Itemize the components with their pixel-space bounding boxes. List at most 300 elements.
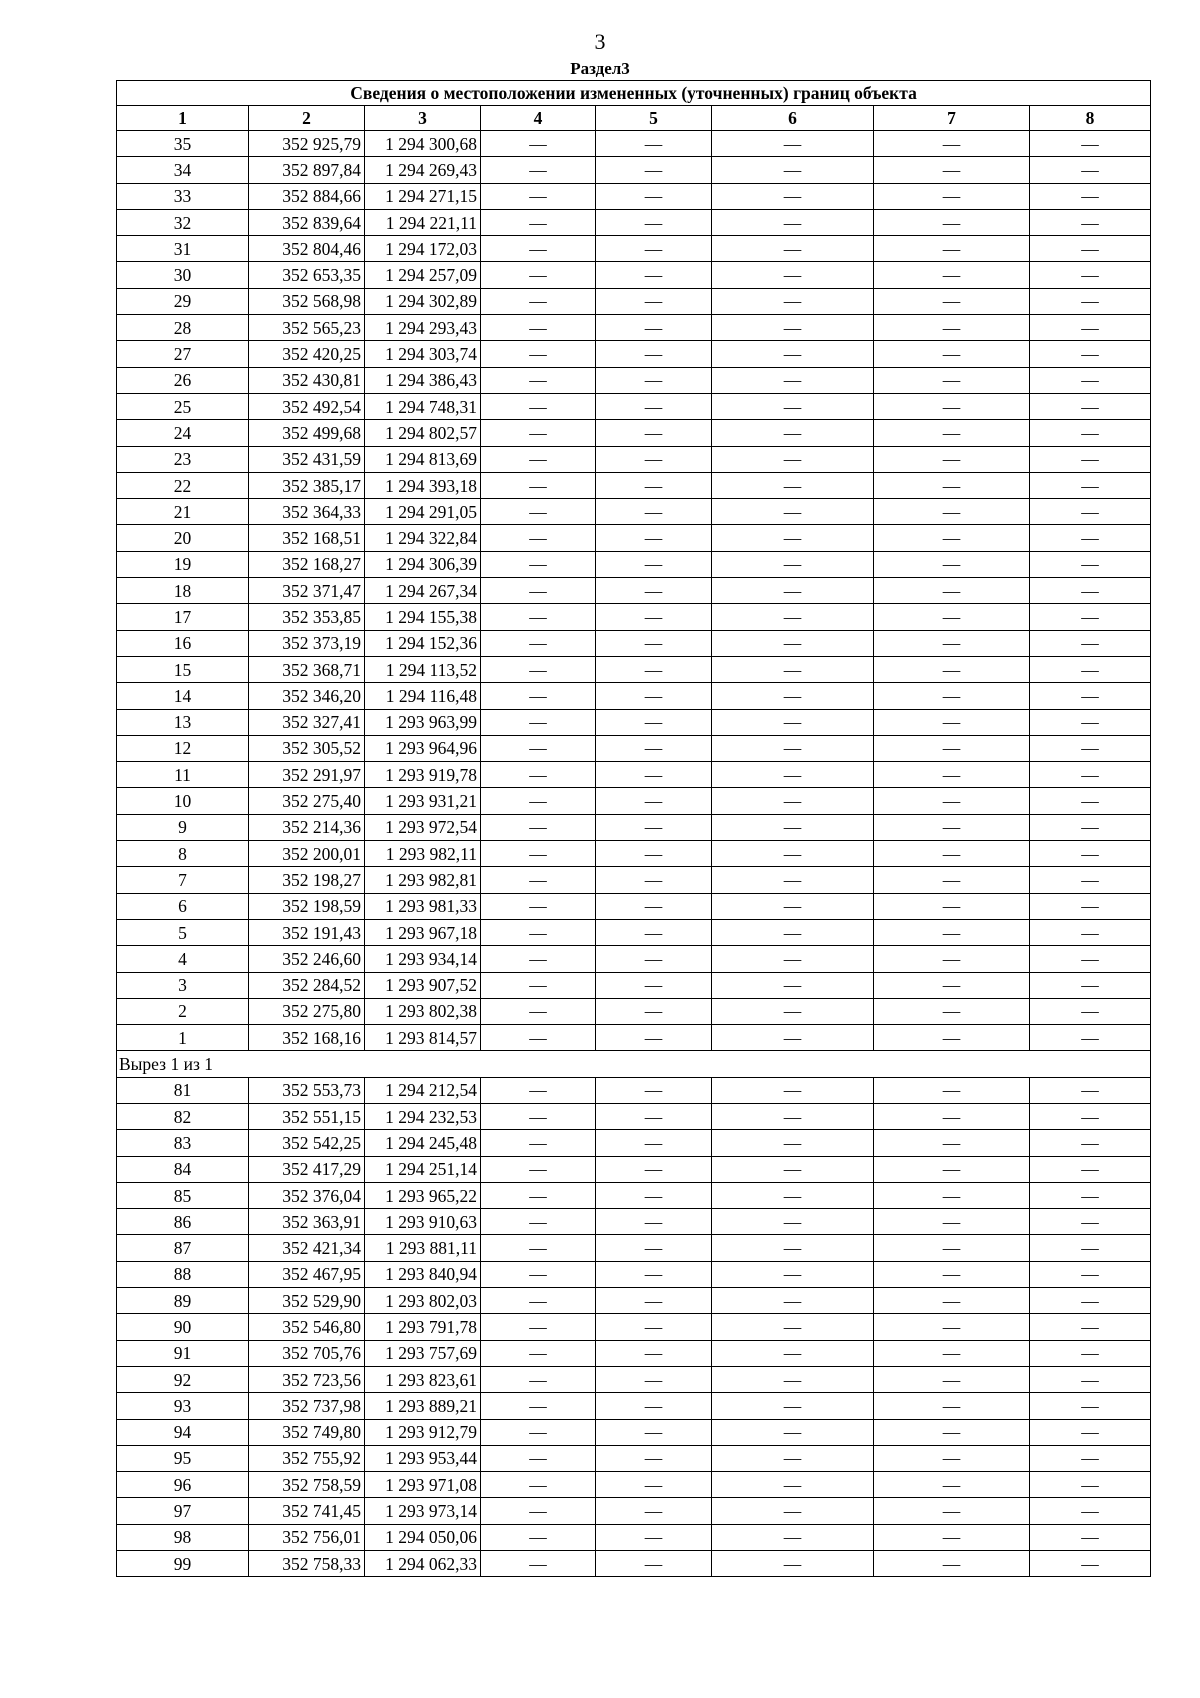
empty-value-dash: — <box>874 446 1030 472</box>
x-coordinate-cell: 352 758,59 <box>249 1472 365 1498</box>
x-coordinate-cell: 352 529,90 <box>249 1288 365 1314</box>
empty-value-dash: — <box>596 1366 712 1392</box>
empty-value-dash: — <box>1030 735 1151 761</box>
boundary-coordinates-table <box>116 80 1151 1577</box>
empty-value-dash: — <box>596 1472 712 1498</box>
table-row <box>117 209 1151 235</box>
y-coordinate-cell: 1 293 982,11 <box>365 841 481 867</box>
empty-value-dash: — <box>712 867 874 893</box>
empty-value-dash: — <box>596 236 712 262</box>
column-header: 8 <box>1030 106 1151 131</box>
table-row <box>117 1551 1151 1577</box>
table-row <box>117 446 1151 472</box>
point-number-cell: 95 <box>117 1445 249 1471</box>
empty-value-dash: — <box>712 1025 874 1051</box>
x-coordinate-cell: 352 275,80 <box>249 998 365 1024</box>
point-number-cell: 1 <box>117 1025 249 1051</box>
y-coordinate-cell: 1 294 050,06 <box>365 1524 481 1550</box>
empty-value-dash: — <box>481 998 596 1024</box>
x-coordinate-cell: 352 421,34 <box>249 1235 365 1261</box>
table-row <box>117 946 1151 972</box>
empty-value-dash: — <box>874 814 1030 840</box>
x-coordinate-cell: 352 168,27 <box>249 551 365 577</box>
x-coordinate-cell: 352 653,35 <box>249 262 365 288</box>
empty-value-dash: — <box>1030 131 1151 157</box>
section-title: Раздел3 <box>570 59 630 78</box>
table-row <box>117 1314 1151 1340</box>
point-number-cell: 17 <box>117 604 249 630</box>
point-number-cell: 20 <box>117 525 249 551</box>
empty-value-dash: — <box>1030 472 1151 498</box>
y-coordinate-cell: 1 294 386,43 <box>365 367 481 393</box>
empty-value-dash: — <box>1030 578 1151 604</box>
empty-value-dash: — <box>596 841 712 867</box>
point-number-cell: 83 <box>117 1130 249 1156</box>
point-number-cell: 91 <box>117 1340 249 1366</box>
y-coordinate-cell: 1 293 840,94 <box>365 1261 481 1287</box>
point-number-cell: 23 <box>117 446 249 472</box>
x-coordinate-cell: 352 705,76 <box>249 1340 365 1366</box>
point-number-cell: 18 <box>117 578 249 604</box>
empty-value-dash: — <box>481 1445 596 1471</box>
table-row <box>117 236 1151 262</box>
empty-value-dash: — <box>481 551 596 577</box>
point-number-cell: 2 <box>117 998 249 1024</box>
point-number-cell: 85 <box>117 1182 249 1208</box>
empty-value-dash: — <box>1030 499 1151 525</box>
empty-value-dash: — <box>1030 315 1151 341</box>
empty-value-dash: — <box>481 393 596 419</box>
x-coordinate-cell: 352 568,98 <box>249 288 365 314</box>
point-number-cell: 11 <box>117 762 249 788</box>
x-coordinate-cell: 352 553,73 <box>249 1077 365 1103</box>
empty-value-dash: — <box>874 788 1030 814</box>
point-number-cell: 12 <box>117 735 249 761</box>
empty-value-dash: — <box>596 1025 712 1051</box>
empty-value-dash: — <box>481 1340 596 1366</box>
empty-value-dash: — <box>596 683 712 709</box>
y-coordinate-cell: 1 294 813,69 <box>365 446 481 472</box>
table-row <box>117 814 1151 840</box>
x-coordinate-cell: 352 368,71 <box>249 656 365 682</box>
empty-value-dash: — <box>481 472 596 498</box>
empty-value-dash: — <box>1030 972 1151 998</box>
empty-value-dash: — <box>712 1288 874 1314</box>
x-coordinate-cell: 352 737,98 <box>249 1393 365 1419</box>
empty-value-dash: — <box>1030 1130 1151 1156</box>
point-number-cell: 24 <box>117 420 249 446</box>
empty-value-dash: — <box>874 1314 1030 1340</box>
point-number-cell: 33 <box>117 183 249 209</box>
empty-value-dash: — <box>1030 236 1151 262</box>
x-coordinate-cell: 352 363,91 <box>249 1209 365 1235</box>
empty-value-dash: — <box>481 183 596 209</box>
point-number-cell: 99 <box>117 1551 249 1577</box>
empty-value-dash: — <box>481 446 596 472</box>
point-number-cell: 7 <box>117 867 249 893</box>
empty-value-dash: — <box>481 1393 596 1419</box>
empty-value-dash: — <box>1030 1524 1151 1550</box>
y-coordinate-cell: 1 293 982,81 <box>365 867 481 893</box>
empty-value-dash: — <box>596 656 712 682</box>
empty-value-dash: — <box>1030 630 1151 656</box>
empty-value-dash: — <box>596 1103 712 1129</box>
empty-value-dash: — <box>596 709 712 735</box>
empty-value-dash: — <box>712 788 874 814</box>
y-coordinate-cell: 1 293 814,57 <box>365 1025 481 1051</box>
point-number-cell: 90 <box>117 1314 249 1340</box>
empty-value-dash: — <box>874 1130 1030 1156</box>
empty-value-dash: — <box>712 683 874 709</box>
empty-value-dash: — <box>1030 551 1151 577</box>
table-row <box>117 762 1151 788</box>
point-number-cell: 34 <box>117 157 249 183</box>
empty-value-dash: — <box>874 1235 1030 1261</box>
x-coordinate-cell: 352 191,43 <box>249 919 365 945</box>
empty-value-dash: — <box>874 131 1030 157</box>
empty-value-dash: — <box>712 1261 874 1287</box>
empty-value-dash: — <box>1030 814 1151 840</box>
x-coordinate-cell: 352 723,56 <box>249 1366 365 1392</box>
y-coordinate-cell: 1 293 757,69 <box>365 1340 481 1366</box>
empty-value-dash: — <box>481 209 596 235</box>
empty-value-dash: — <box>481 709 596 735</box>
empty-value-dash: — <box>596 209 712 235</box>
empty-value-dash: — <box>712 1524 874 1550</box>
x-coordinate-cell: 352 327,41 <box>249 709 365 735</box>
table-row <box>117 1340 1151 1366</box>
y-coordinate-cell: 1 293 912,79 <box>365 1419 481 1445</box>
empty-value-dash: — <box>596 814 712 840</box>
empty-value-dash: — <box>1030 867 1151 893</box>
empty-value-dash: — <box>712 367 874 393</box>
empty-value-dash: — <box>874 1524 1030 1550</box>
x-coordinate-cell: 352 499,68 <box>249 420 365 446</box>
point-number-cell: 84 <box>117 1156 249 1182</box>
table-row <box>117 735 1151 761</box>
empty-value-dash: — <box>1030 1103 1151 1129</box>
column-header: 4 <box>481 106 596 131</box>
table-row <box>117 1445 1151 1471</box>
y-coordinate-cell: 1 294 257,09 <box>365 262 481 288</box>
y-coordinate-cell: 1 293 981,33 <box>365 893 481 919</box>
empty-value-dash: — <box>596 131 712 157</box>
empty-value-dash: — <box>1030 656 1151 682</box>
y-coordinate-cell: 1 293 907,52 <box>365 972 481 998</box>
point-number-cell: 81 <box>117 1077 249 1103</box>
table-row <box>117 656 1151 682</box>
empty-value-dash: — <box>596 788 712 814</box>
empty-value-dash: — <box>874 1366 1030 1392</box>
point-number-cell: 98 <box>117 1524 249 1550</box>
empty-value-dash: — <box>481 1261 596 1287</box>
y-coordinate-cell: 1 294 113,52 <box>365 656 481 682</box>
point-number-cell: 30 <box>117 262 249 288</box>
empty-value-dash: — <box>1030 683 1151 709</box>
y-coordinate-cell: 1 294 221,11 <box>365 209 481 235</box>
empty-value-dash: — <box>1030 998 1151 1024</box>
y-coordinate-cell: 1 294 302,89 <box>365 288 481 314</box>
empty-value-dash: — <box>481 1156 596 1182</box>
empty-value-dash: — <box>1030 604 1151 630</box>
empty-value-dash: — <box>481 919 596 945</box>
table-row <box>117 972 1151 998</box>
empty-value-dash: — <box>874 1103 1030 1129</box>
empty-value-dash: — <box>596 446 712 472</box>
x-coordinate-cell: 352 542,25 <box>249 1130 365 1156</box>
empty-value-dash: — <box>874 551 1030 577</box>
empty-value-dash: — <box>874 893 1030 919</box>
empty-value-dash: — <box>1030 788 1151 814</box>
empty-value-dash: — <box>481 1366 596 1392</box>
empty-value-dash: — <box>596 1498 712 1524</box>
x-coordinate-cell: 352 168,51 <box>249 525 365 551</box>
point-number-cell: 94 <box>117 1419 249 1445</box>
empty-value-dash: — <box>481 157 596 183</box>
y-coordinate-cell: 1 293 881,11 <box>365 1235 481 1261</box>
empty-value-dash: — <box>596 630 712 656</box>
table-row <box>117 1261 1151 1287</box>
empty-value-dash: — <box>874 525 1030 551</box>
empty-value-dash: — <box>874 841 1030 867</box>
y-coordinate-cell: 1 294 300,68 <box>365 131 481 157</box>
table-row <box>117 841 1151 867</box>
empty-value-dash: — <box>596 1524 712 1550</box>
x-coordinate-cell: 352 755,92 <box>249 1445 365 1471</box>
empty-value-dash: — <box>874 1209 1030 1235</box>
y-coordinate-cell: 1 294 271,15 <box>365 183 481 209</box>
y-coordinate-cell: 1 294 269,43 <box>365 157 481 183</box>
empty-value-dash: — <box>1030 341 1151 367</box>
empty-value-dash: — <box>712 1340 874 1366</box>
point-number-cell: 10 <box>117 788 249 814</box>
empty-value-dash: — <box>481 1025 596 1051</box>
column-header: 6 <box>712 106 874 131</box>
point-number-cell: 19 <box>117 551 249 577</box>
y-coordinate-cell: 1 293 802,38 <box>365 998 481 1024</box>
y-coordinate-cell: 1 294 393,18 <box>365 472 481 498</box>
table-caption: Сведения о местоположении измененных (уточненных) границ объекта <box>117 81 1151 106</box>
empty-value-dash: — <box>481 236 596 262</box>
table-row <box>117 420 1151 446</box>
table-row <box>117 551 1151 577</box>
x-coordinate-cell: 352 551,15 <box>249 1103 365 1129</box>
empty-value-dash: — <box>712 656 874 682</box>
empty-value-dash: — <box>596 762 712 788</box>
empty-value-dash: — <box>874 236 1030 262</box>
empty-value-dash: — <box>874 1498 1030 1524</box>
empty-value-dash: — <box>712 814 874 840</box>
empty-value-dash: — <box>481 841 596 867</box>
empty-value-dash: — <box>481 578 596 604</box>
table-row <box>117 131 1151 157</box>
x-coordinate-cell: 352 200,01 <box>249 841 365 867</box>
empty-value-dash: — <box>874 209 1030 235</box>
empty-value-dash: — <box>712 735 874 761</box>
empty-value-dash: — <box>1030 1472 1151 1498</box>
empty-value-dash: — <box>712 209 874 235</box>
empty-value-dash: — <box>481 1472 596 1498</box>
column-header: 2 <box>249 106 365 131</box>
point-number-cell: 13 <box>117 709 249 735</box>
table-row <box>117 998 1151 1024</box>
y-coordinate-cell: 1 294 251,14 <box>365 1156 481 1182</box>
empty-value-dash: — <box>1030 262 1151 288</box>
y-coordinate-cell: 1 294 155,38 <box>365 604 481 630</box>
point-number-cell: 14 <box>117 683 249 709</box>
table-row <box>117 1419 1151 1445</box>
y-coordinate-cell: 1 293 965,22 <box>365 1182 481 1208</box>
empty-value-dash: — <box>712 762 874 788</box>
empty-value-dash: — <box>874 1077 1030 1103</box>
y-coordinate-cell: 1 294 152,36 <box>365 630 481 656</box>
point-number-cell: 25 <box>117 393 249 419</box>
point-number-cell: 89 <box>117 1288 249 1314</box>
empty-value-dash: — <box>712 1419 874 1445</box>
empty-value-dash: — <box>481 341 596 367</box>
empty-value-dash: — <box>1030 1498 1151 1524</box>
empty-value-dash: — <box>874 1340 1030 1366</box>
x-coordinate-cell: 352 284,52 <box>249 972 365 998</box>
empty-value-dash: — <box>1030 288 1151 314</box>
table-row <box>117 630 1151 656</box>
y-coordinate-cell: 1 293 919,78 <box>365 762 481 788</box>
empty-value-dash: — <box>712 1393 874 1419</box>
point-number-cell: 15 <box>117 656 249 682</box>
x-coordinate-cell: 352 198,59 <box>249 893 365 919</box>
empty-value-dash: — <box>1030 183 1151 209</box>
empty-value-dash: — <box>481 867 596 893</box>
y-coordinate-cell: 1 293 963,99 <box>365 709 481 735</box>
cutout-section <box>117 1051 1151 1077</box>
empty-value-dash: — <box>1030 762 1151 788</box>
empty-value-dash: — <box>1030 1366 1151 1392</box>
empty-value-dash: — <box>1030 1314 1151 1340</box>
point-number-cell: 9 <box>117 814 249 840</box>
empty-value-dash: — <box>1030 1393 1151 1419</box>
empty-value-dash: — <box>1030 1419 1151 1445</box>
table-row <box>117 683 1151 709</box>
table-row <box>117 315 1151 341</box>
empty-value-dash: — <box>596 867 712 893</box>
empty-value-dash: — <box>481 1103 596 1129</box>
table-row <box>117 1025 1151 1051</box>
empty-value-dash: — <box>874 1419 1030 1445</box>
table-row <box>117 525 1151 551</box>
empty-value-dash: — <box>1030 1340 1151 1366</box>
empty-value-dash: — <box>596 1288 712 1314</box>
table-row <box>117 367 1151 393</box>
empty-value-dash: — <box>1030 367 1151 393</box>
empty-value-dash: — <box>874 315 1030 341</box>
empty-value-dash: — <box>1030 1235 1151 1261</box>
point-number-cell: 86 <box>117 1209 249 1235</box>
empty-value-dash: — <box>874 972 1030 998</box>
empty-value-dash: — <box>874 1156 1030 1182</box>
empty-value-dash: — <box>596 525 712 551</box>
y-coordinate-cell: 1 294 172,03 <box>365 236 481 262</box>
column-header: 3 <box>365 106 481 131</box>
empty-value-dash: — <box>712 551 874 577</box>
empty-value-dash: — <box>481 1551 596 1577</box>
table-row <box>117 867 1151 893</box>
empty-value-dash: — <box>1030 1288 1151 1314</box>
empty-value-dash: — <box>596 919 712 945</box>
table-row <box>117 1393 1151 1419</box>
empty-value-dash: — <box>874 578 1030 604</box>
x-coordinate-cell: 352 353,85 <box>249 604 365 630</box>
x-coordinate-cell: 352 546,80 <box>249 1314 365 1340</box>
x-coordinate-cell: 352 291,97 <box>249 762 365 788</box>
empty-value-dash: — <box>1030 525 1151 551</box>
empty-value-dash: — <box>712 709 874 735</box>
empty-value-dash: — <box>712 946 874 972</box>
table-row <box>117 919 1151 945</box>
x-coordinate-cell: 352 214,36 <box>249 814 365 840</box>
point-number-cell: 27 <box>117 341 249 367</box>
point-number-cell: 96 <box>117 1472 249 1498</box>
empty-value-dash: — <box>1030 1077 1151 1103</box>
y-coordinate-cell: 1 293 953,44 <box>365 1445 481 1471</box>
empty-value-dash: — <box>712 1209 874 1235</box>
x-coordinate-cell: 352 741,45 <box>249 1498 365 1524</box>
x-coordinate-cell: 352 430,81 <box>249 367 365 393</box>
empty-value-dash: — <box>481 1077 596 1103</box>
table-row <box>117 1366 1151 1392</box>
x-coordinate-cell: 352 417,29 <box>249 1156 365 1182</box>
point-number-cell: 8 <box>117 841 249 867</box>
point-number-cell: 97 <box>117 1498 249 1524</box>
empty-value-dash: — <box>1030 1445 1151 1471</box>
outer-contour-rows <box>117 131 1151 1051</box>
empty-value-dash: — <box>596 420 712 446</box>
empty-value-dash: — <box>712 183 874 209</box>
x-coordinate-cell: 352 305,52 <box>249 735 365 761</box>
x-coordinate-cell: 352 364,33 <box>249 499 365 525</box>
empty-value-dash: — <box>481 1235 596 1261</box>
empty-value-dash: — <box>1030 1025 1151 1051</box>
table-row <box>117 709 1151 735</box>
empty-value-dash: — <box>481 762 596 788</box>
empty-value-dash: — <box>481 499 596 525</box>
table-row <box>117 1498 1151 1524</box>
y-coordinate-cell: 1 294 306,39 <box>365 551 481 577</box>
empty-value-dash: — <box>596 998 712 1024</box>
point-number-cell: 87 <box>117 1235 249 1261</box>
empty-value-dash: — <box>712 972 874 998</box>
table-row <box>117 1182 1151 1208</box>
empty-value-dash: — <box>596 1393 712 1419</box>
empty-value-dash: — <box>596 578 712 604</box>
empty-value-dash: — <box>1030 709 1151 735</box>
empty-value-dash: — <box>712 288 874 314</box>
empty-value-dash: — <box>874 341 1030 367</box>
empty-value-dash: — <box>712 131 874 157</box>
y-coordinate-cell: 1 294 232,53 <box>365 1103 481 1129</box>
point-number-cell: 88 <box>117 1261 249 1287</box>
y-coordinate-cell: 1 294 293,43 <box>365 315 481 341</box>
empty-value-dash: — <box>1030 893 1151 919</box>
empty-value-dash: — <box>596 551 712 577</box>
table-row <box>117 393 1151 419</box>
point-number-cell: 82 <box>117 1103 249 1129</box>
y-coordinate-cell: 1 293 889,21 <box>365 1393 481 1419</box>
empty-value-dash: — <box>712 236 874 262</box>
empty-value-dash: — <box>874 735 1030 761</box>
table-row <box>117 1472 1151 1498</box>
empty-value-dash: — <box>874 1472 1030 1498</box>
empty-value-dash: — <box>481 604 596 630</box>
